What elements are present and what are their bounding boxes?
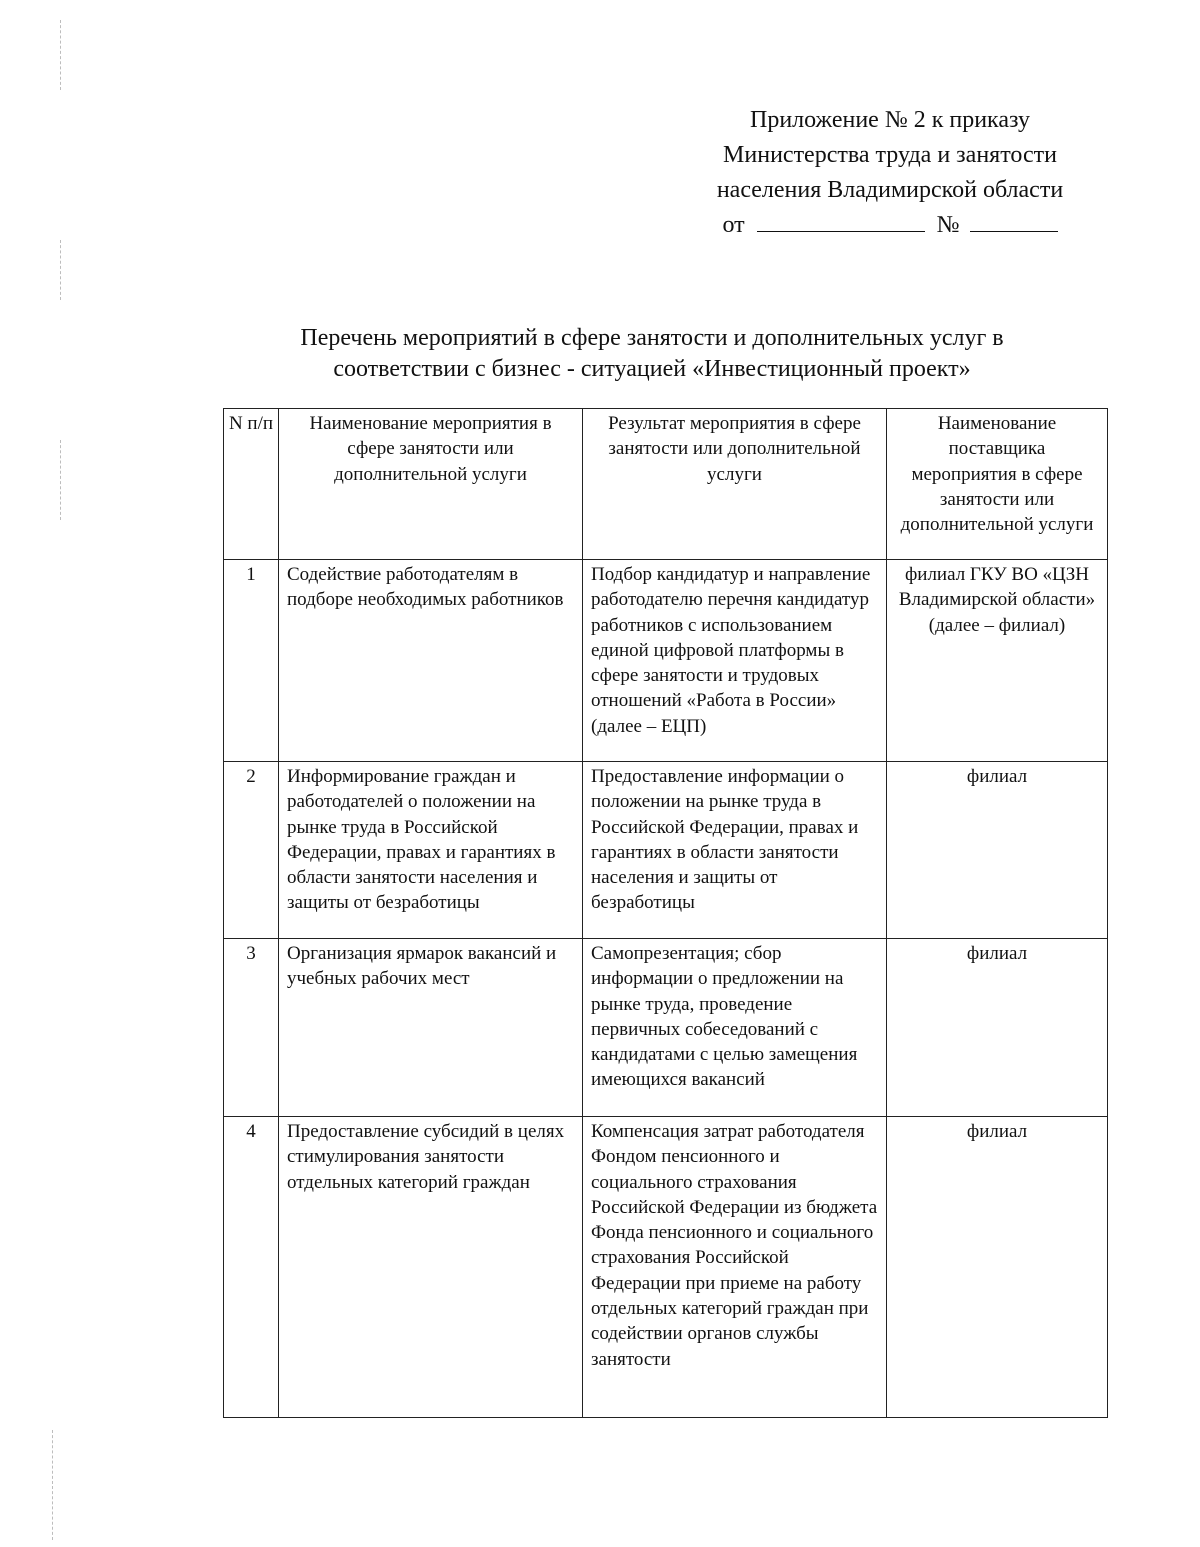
row-result: Самопрезентация; сбор информации о предложении на рынке труда, проведение первичных собеседований с кандидатами с целью замещения имеющихся вакансий (583, 939, 887, 1117)
date-blank (757, 209, 925, 232)
scan-edge-mark (52, 1430, 53, 1540)
header-line: населения Владимирской области (716, 177, 1064, 203)
table-row (224, 1117, 1108, 1418)
scan-edge-mark (60, 440, 61, 520)
document-title (222, 323, 1082, 385)
row-name: Предоставление субсидий в целях стимулирования занятости отдельных категорий граждан (279, 1117, 583, 1418)
from-label: от (722, 212, 745, 238)
scan-edge-mark (60, 240, 61, 300)
header-date-line (690, 208, 1090, 243)
table-row (224, 762, 1108, 939)
measures-table (223, 408, 1108, 1418)
header-cell-provider: Наименование поставщика мероприятия в сфере занятости или дополнительной услуги (887, 409, 1108, 560)
header-cell-name: Наименование мероприятия в сфере занятости или дополнительной услуги (279, 409, 583, 560)
row-result: Компенсация затрат работодателя Фондом пенсионного и социального страхования Российской Федерации из бюджета Фонда пенсионного и социального страхования Российской Федерации при приеме на работу отдельных категорий граждан при содействии органов службы занятости (583, 1117, 887, 1418)
row-number: 4 (224, 1117, 279, 1418)
table-header-row (224, 409, 1108, 560)
scan-edge-mark (60, 20, 61, 90)
row-provider: филиал ГКУ ВО «ЦЗН Владимирской области» (далее – филиал) (887, 560, 1108, 762)
row-name: Содействие работодателям в подборе необходимых работников (279, 560, 583, 762)
table-row (224, 939, 1108, 1117)
row-provider: филиал (887, 762, 1108, 939)
header-line: Приложение № 2 к приказу (750, 107, 1030, 133)
row-name: Организация ярмарок вакансий и учебных рабочих мест (279, 939, 583, 1117)
row-number: 3 (224, 939, 279, 1117)
row-number: 1 (224, 560, 279, 762)
row-provider: филиал (887, 939, 1108, 1117)
header-cell-result: Результат мероприятия в сфере занятости или дополнительной услуги (583, 409, 887, 560)
table-row (224, 560, 1108, 762)
row-name: Информирование граждан и работодателей о положении на рынке труда в Российской Федерации, правах и гарантиях в области занятости населения и защиты от безработицы (279, 762, 583, 939)
row-provider: филиал (887, 1117, 1108, 1418)
row-number: 2 (224, 762, 279, 939)
number-blank (970, 209, 1058, 232)
document-header (690, 103, 1090, 243)
header-cell-number: N п/п (224, 409, 279, 560)
number-sign: № (936, 212, 960, 238)
title-line: Перечень мероприятий в сфере занятости и дополнительных услуг в (300, 325, 1004, 351)
row-result: Подбор кандидатур и направление работодателю перечня кандидатур работников с использованием единой цифровой платформы в сфере занятости и трудовых отношений «Работа в России» (далее – ЕЦП) (583, 560, 887, 762)
header-line: Министерства труда и занятости (723, 142, 1057, 168)
title-line: соответствии с бизнес - ситуацией «Инвестиционный проект» (333, 356, 971, 382)
row-result: Предоставление информации о положении на рынке труда в Российской Федерации, правах и гарантиях в области занятости населения и защиты от безработицы (583, 762, 887, 939)
